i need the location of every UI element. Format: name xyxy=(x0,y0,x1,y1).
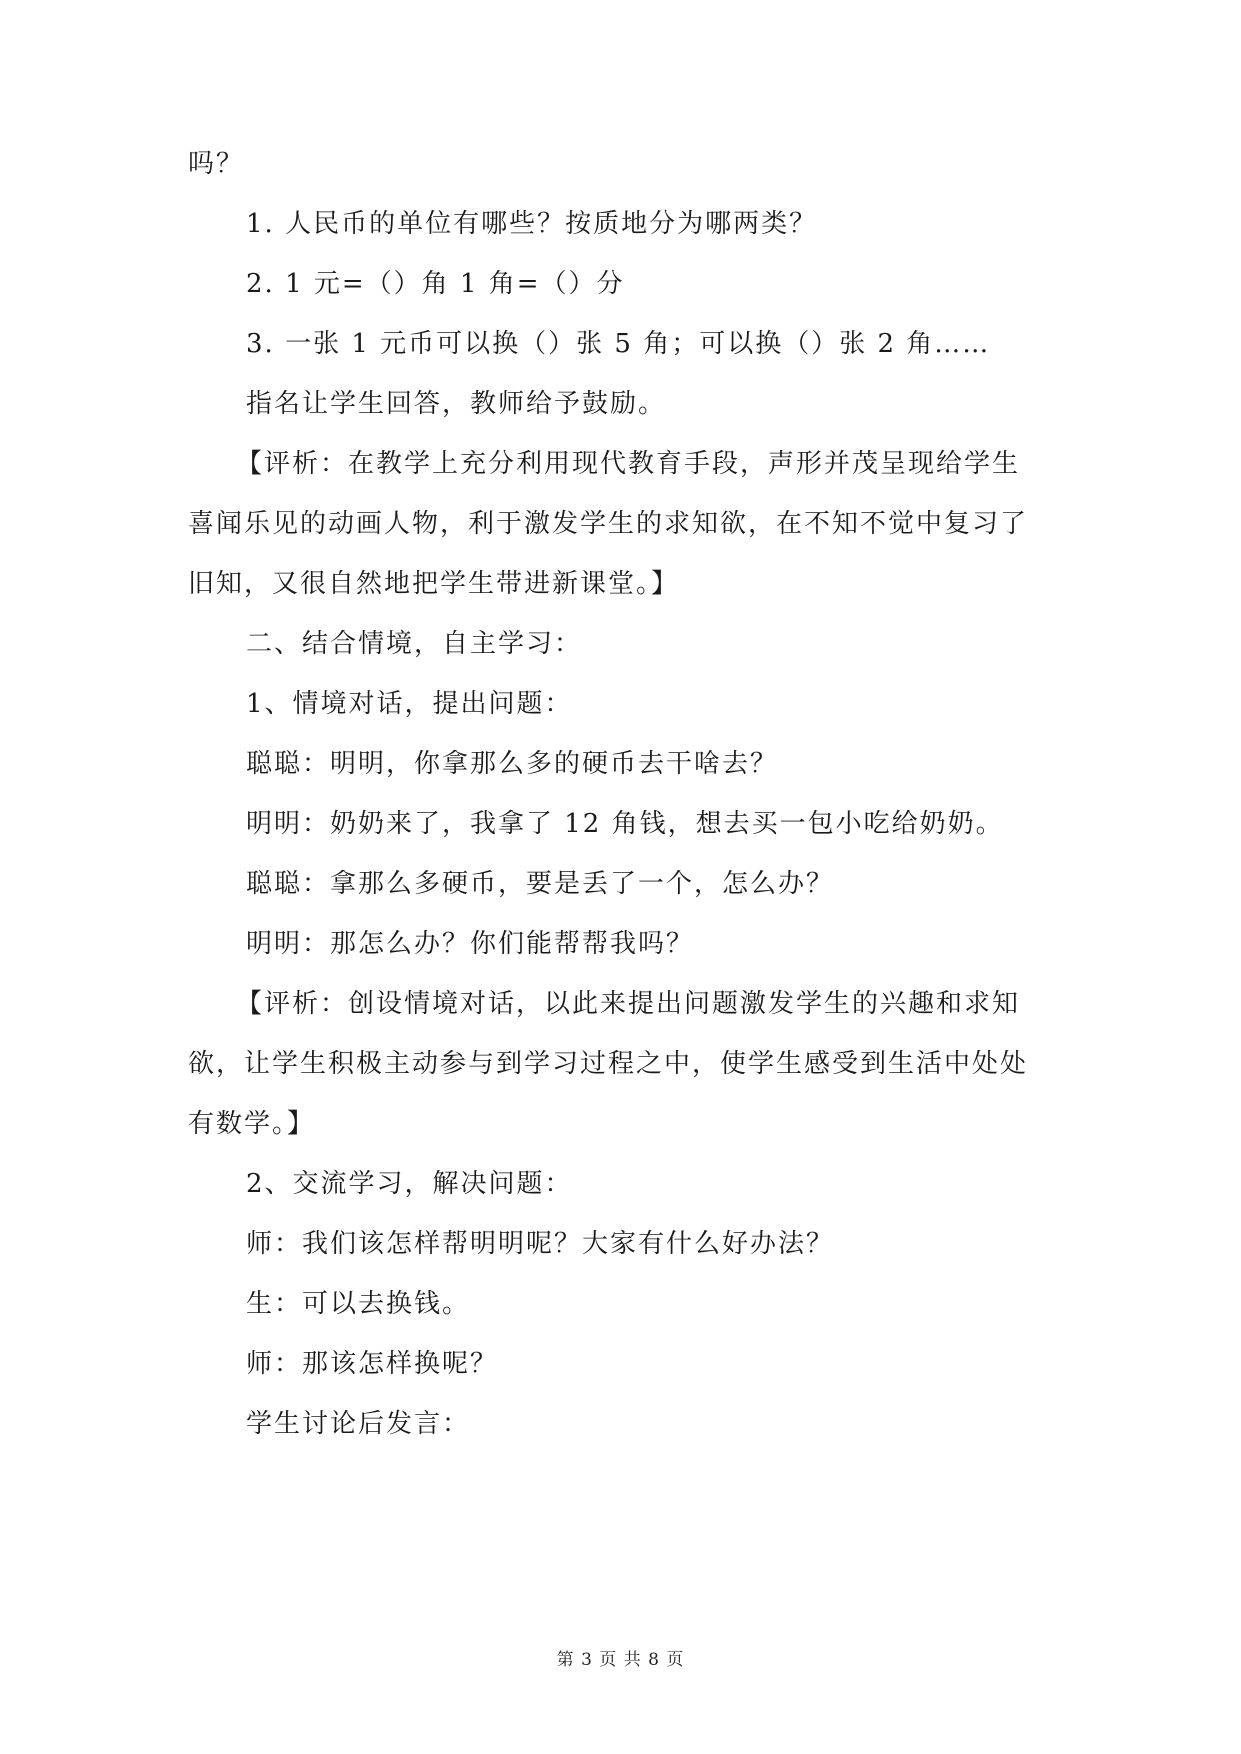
text-line: 1. 人民币的单位有哪些？按质地分为哪两类？ xyxy=(246,209,818,239)
text-line: 1、情境对话，提出问题： xyxy=(246,689,573,719)
text-line: 喜闻乐见的动画人物，利于激发学生的求知欲，在不知不觉中复习了 xyxy=(188,509,1029,539)
text-line: 明明：奶奶来了，我拿了 12 角钱，想去买一包小吃给奶奶。 xyxy=(246,809,1004,839)
text-line: 聪聪：明明，你拿那么多的硬币去干啥去？ xyxy=(246,749,779,779)
text-line: 二、结合情境，自主学习： xyxy=(246,629,583,659)
page-footer: 第 3 页 共 8 页 xyxy=(556,1650,685,1670)
text-line: 生：可以去换钱。 xyxy=(246,1289,471,1319)
text-line: 旧知，又很自然地把学生带进新课堂。】 xyxy=(188,569,680,599)
text-line: 2、交流学习，解决问题： xyxy=(246,1169,573,1199)
text-line: 师：那该怎样换呢？ xyxy=(246,1349,499,1379)
text-line: 3. 一张 1 元币可以换（）张 5 角；可以换（）张 2 角…… xyxy=(246,329,991,359)
text-line: 有数学。】 xyxy=(188,1109,316,1139)
text-line: 2. 1 元=（）角 1 角=（）分 xyxy=(246,269,625,299)
text-line: 【评析：创设情境对话，以此来提出问题激发学生的兴趣和求知 xyxy=(236,989,1021,1019)
text-line: 指名让学生回答，教师给予鼓励。 xyxy=(246,389,667,419)
text-line: 聪聪：拿那么多硬币，要是丢了一个，怎么办？ xyxy=(246,869,835,899)
text-line: 学生讨论后发言： xyxy=(246,1409,471,1439)
text-line: 吗？ xyxy=(188,149,245,179)
text-line: 【评析：在教学上充分利用现代教育手段，声形并茂呈现给学生 xyxy=(236,449,1021,479)
text-line: 明明：那怎么办？你们能帮帮我吗？ xyxy=(246,929,695,959)
text-line: 欲，让学生积极主动参与到学习过程之中，使学生感受到生活中处处 xyxy=(188,1049,1029,1079)
text-line: 师：我们该怎样帮明明呢？大家有什么好办法？ xyxy=(246,1229,835,1259)
